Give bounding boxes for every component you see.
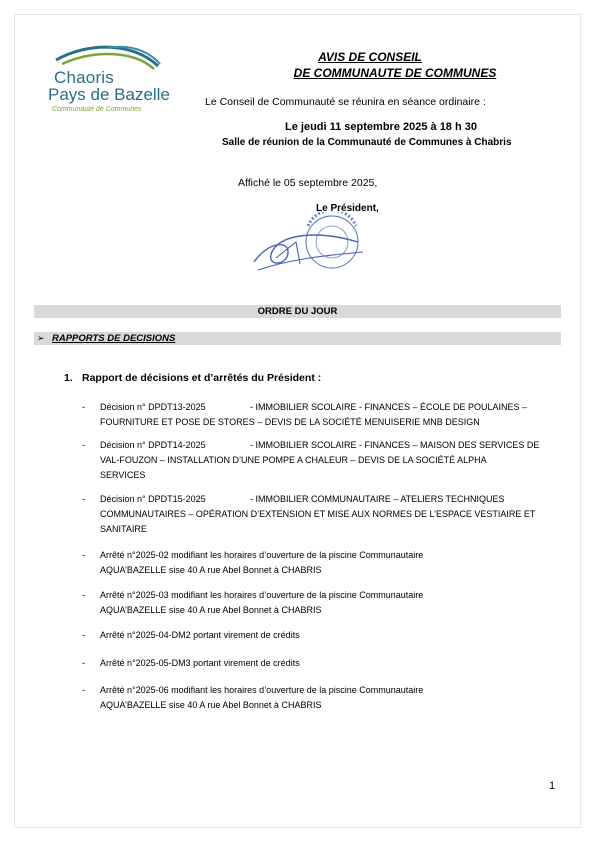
item-line: [100, 507, 564, 522]
item-line-text: SERVICES: [100, 470, 146, 480]
meeting-date: Le jeudi 11 septembre 2025 à 18 h 30: [285, 121, 477, 133]
item-text: [100, 438, 564, 483]
item-line: [100, 628, 564, 643]
logo-line-3: Communauté de Communes: [52, 106, 142, 113]
title-line-1: AVIS DE CONSEIL: [318, 50, 422, 64]
bullet-dash: -: [82, 658, 85, 668]
announcement: Le Conseil de Communauté se réunira en séance ordinaire :: [205, 96, 486, 108]
item-text: [100, 492, 564, 537]
point-1-label: Rapport de décisions et d’arrêtés du Président :: [82, 372, 322, 384]
item-line: [100, 548, 564, 563]
logo-line-2: Pays de Bazelle: [48, 85, 170, 104]
decision-code: Décision n° DPDT15-2025: [100, 494, 206, 504]
item-text: [100, 588, 564, 618]
item-line: [100, 468, 564, 483]
item-line: [100, 698, 564, 713]
item-line-text: Arrêté n°2025-05-DM3 portant virement de crédits: [100, 658, 300, 668]
item-line-text: - IMMOBILIER COMMUNAUTAIRE – ATELIERS TECHNIQUES: [250, 494, 505, 504]
signature-stamp: [248, 212, 368, 282]
item-line-text: FOURNITURE ET POSE DE STORES – DEVIS DE LA SOCIÉTÉ MENUISERIE MNB DESIGN: [100, 417, 480, 427]
point-1-number: 1.: [64, 372, 73, 384]
decision-code: Décision n° DPDT13-2025: [100, 402, 206, 412]
section-label: RAPPORTS DE DECISIONS: [52, 333, 176, 344]
agenda-title: ORDRE DU JOUR: [257, 306, 338, 317]
bullet-dash: -: [82, 630, 85, 640]
chevron-right-icon: ➢: [37, 333, 45, 343]
item-line-text: - IMMOBILIER SCOLAIRE - FINANCES – ÉCOLE DE POULAINES –: [250, 402, 528, 412]
item-text: [100, 628, 564, 643]
signer: Le Président,: [316, 203, 379, 214]
meeting-place: Salle de réunion de la Communauté de Communes à Chabris: [222, 137, 512, 148]
item-line-text: Arrêté n°2025-02 modifiant les horaires d’ouverture de la piscine Communautaire: [100, 550, 424, 560]
bullet-dash: -: [82, 402, 85, 412]
item-line-text: Arrêté n°2025-03 modifiant les horaires d’ouverture de la piscine Communautaire: [100, 590, 424, 600]
item-line: [100, 683, 564, 698]
item-line: [100, 492, 564, 507]
title-line-2: DE COMMUNAUTE DE COMMUNES: [293, 66, 497, 80]
item-line-text: AQUA’BAZELLE sise 40 A rue Abel Bonnet à CHABRIS: [100, 700, 322, 710]
item-line-text: - IMMOBILIER SCOLAIRE - FINANCES – MAISON DES SERVICES DE: [250, 440, 540, 450]
item-line: [100, 656, 564, 671]
item-line: [100, 522, 564, 537]
item-text: [100, 548, 564, 578]
item-text: [100, 683, 564, 713]
item-line-text: AQUA’BAZELLE sise 40 A rue Abel Bonnet à CHABRIS: [100, 565, 322, 575]
item-text: [100, 400, 564, 430]
posted-date: Affiché le 05 septembre 2025,: [238, 177, 378, 189]
item-line-text: Arrêté n°2025-04-DM2 portant virement de crédits: [100, 630, 300, 640]
item-line: [100, 603, 564, 618]
item-line-text: COMMUNAUTAIRES – OPÉRATION D’EXTENSION ET MISE AUX NORMES DE L’ESPACE VESTIAIRE ET: [100, 509, 536, 519]
bullet-dash: -: [82, 550, 85, 560]
item-line: [100, 588, 564, 603]
item-line: [100, 438, 564, 453]
item-line-text: VAL-FOUZON – INSTALLATION D’UNE POMPE A CHALEUR – DEVIS DE LA SOCIÉTÉ ALPHA: [100, 455, 487, 465]
item-line-text: Arrêté n°2025-06 modifiant les horaires d’ouverture de la piscine Communautaire: [100, 685, 424, 695]
section-bar: [34, 332, 561, 345]
bullet-dash: -: [82, 685, 85, 695]
item-line: [100, 415, 564, 430]
item-line: [100, 400, 564, 415]
agenda-title-bar: [34, 305, 561, 318]
item-line-text: AQUA’BAZELLE sise 40 A rue Abel Bonnet à CHABRIS: [100, 605, 322, 615]
bullet-dash: -: [82, 494, 85, 504]
logo-line-1: Chaoris: [54, 68, 114, 87]
item-line: [100, 563, 564, 578]
bullet-dash: -: [82, 440, 85, 450]
item-line: [100, 453, 564, 468]
item-text: [100, 656, 564, 671]
page-number: 1: [549, 780, 556, 792]
item-line-text: SANITAIRE: [100, 524, 147, 534]
decision-code: Décision n° DPDT14-2025: [100, 440, 206, 450]
bullet-dash: -: [82, 590, 85, 600]
